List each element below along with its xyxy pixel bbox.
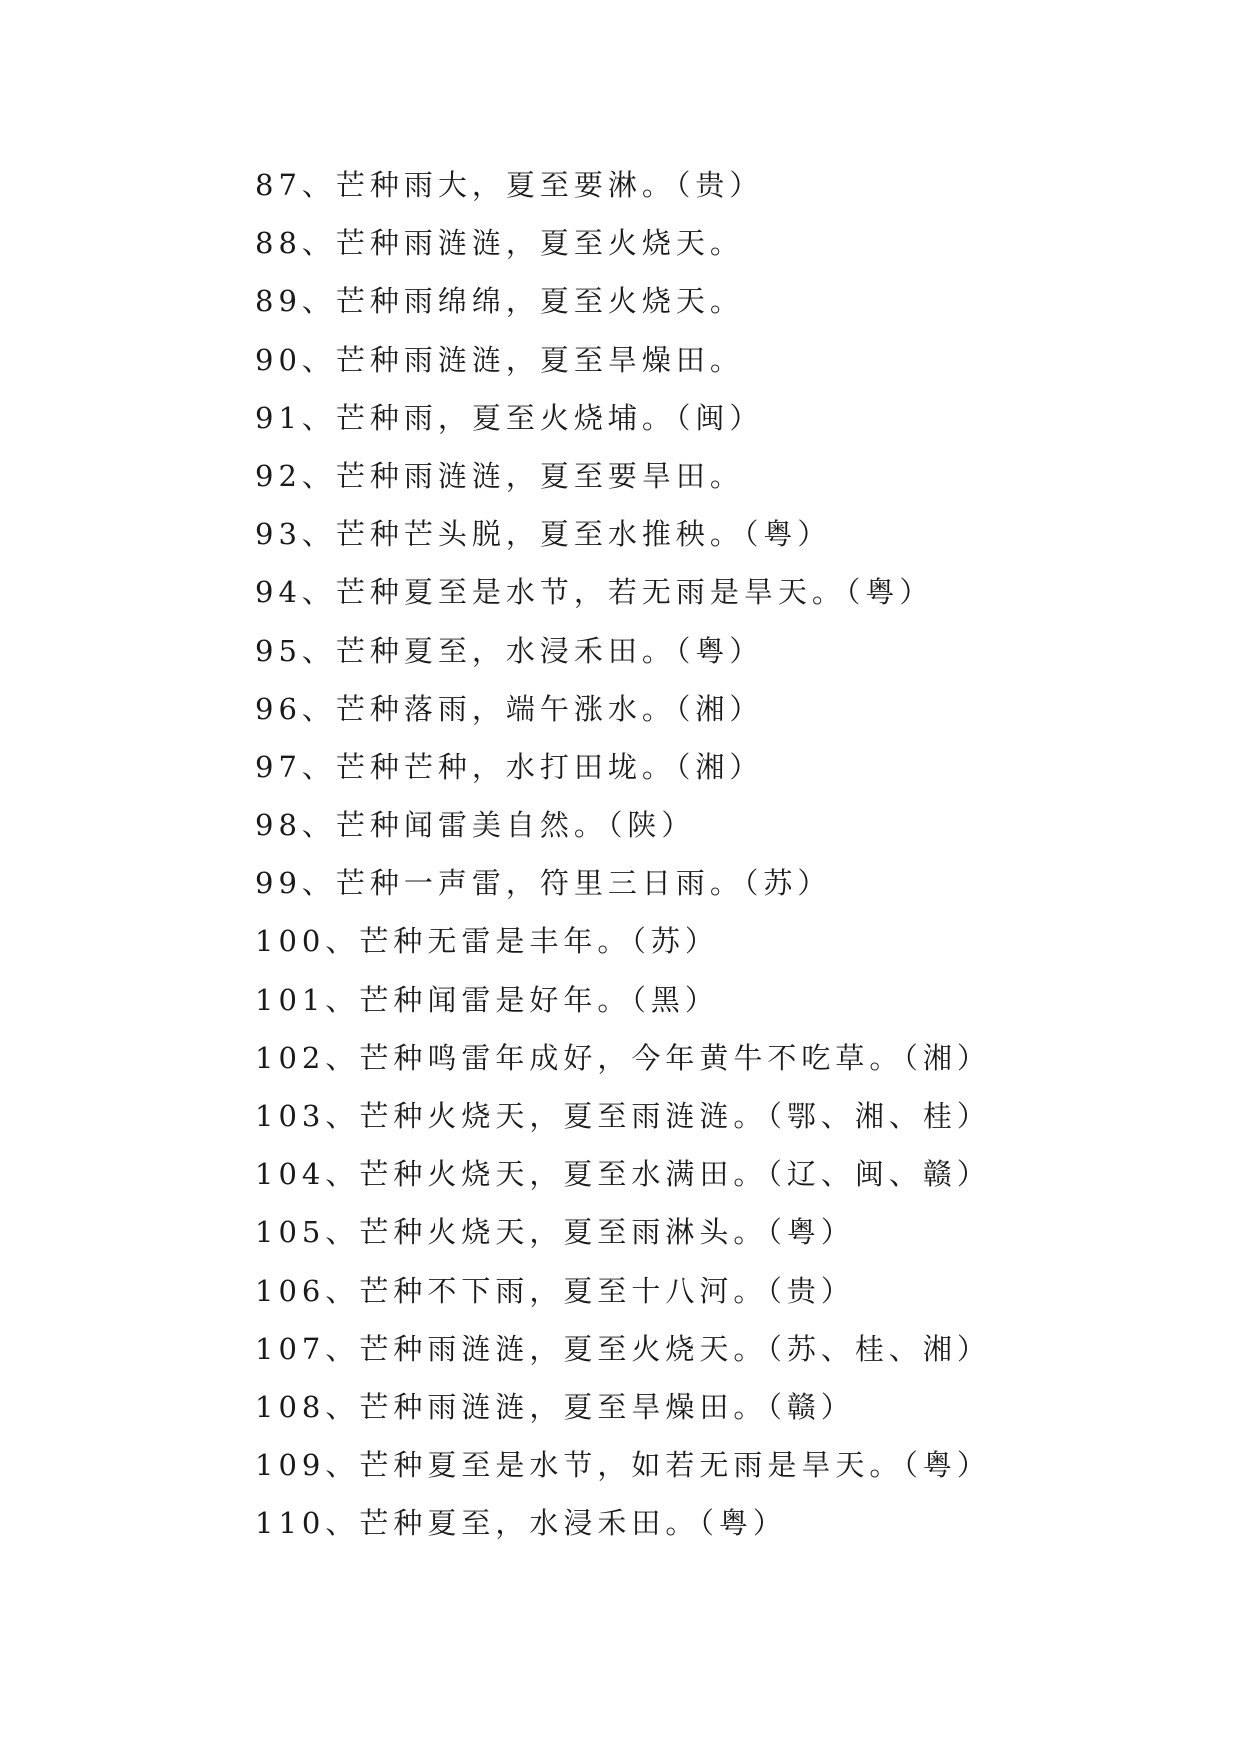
proverb-item: 106、芒种不下雨，夏至十八河。（贵） bbox=[255, 1273, 855, 1308]
proverb-item: 98、芒种闻雷美自然。（陕） bbox=[255, 808, 696, 843]
proverb-item: 108、芒种雨涟涟，夏至旱燥田。（赣） bbox=[255, 1389, 855, 1424]
proverb-item: 97、芒种芒种，水打田垅。（湘） bbox=[255, 749, 764, 784]
proverb-item: 93、芒种芒头脱，夏至水推秧。（粤） bbox=[255, 517, 832, 552]
proverb-item: 88、芒种雨涟涟，夏至火烧天。 bbox=[255, 226, 744, 261]
proverb-item: 100、芒种无雷是丰年。（苏） bbox=[255, 924, 719, 959]
proverb-item: 91、芒种雨，夏至火烧埔。（闽） bbox=[255, 400, 764, 435]
proverb-item: 89、芒种雨绵绵，夏至火烧天。 bbox=[255, 284, 744, 319]
proverb-item: 95、芒种夏至，水浸禾田。（粤） bbox=[255, 633, 764, 668]
proverb-item: 92、芒种雨涟涟，夏至要旱田。 bbox=[255, 458, 744, 493]
proverb-item: 101、芒种闻雷是好年。（黑） bbox=[255, 982, 719, 1017]
proverb-item: 96、芒种落雨，端午涨水。（湘） bbox=[255, 691, 764, 726]
proverb-item: 90、芒种雨涟涟，夏至旱燥田。 bbox=[255, 342, 744, 377]
proverb-list bbox=[255, 156, 1155, 1553]
proverb-item: 107、芒种雨涟涟，夏至火烧天。（苏、桂、湘） bbox=[255, 1331, 991, 1366]
proverb-item: 110、芒种夏至，水浸禾田。（粤） bbox=[255, 1506, 787, 1541]
proverb-item: 99、芒种一声雷，符里三日雨。（苏） bbox=[255, 866, 832, 901]
proverb-item: 105、芒种火烧天，夏至雨淋头。（粤） bbox=[255, 1215, 855, 1250]
proverb-item: 94、芒种夏至是水节，若无雨是旱天。（粤） bbox=[255, 575, 934, 610]
proverb-item: 109、芒种夏至是水节，如若无雨是旱天。（粤） bbox=[255, 1448, 991, 1483]
proverb-item: 103、芒种火烧天，夏至雨涟涟。（鄂、湘、桂） bbox=[255, 1099, 991, 1133]
proverb-item: 87、芒种雨大，夏至要淋。（贵） bbox=[255, 168, 764, 202]
proverb-item: 104、芒种火烧天，夏至水满田。（辽、闽、赣） bbox=[255, 1157, 991, 1192]
proverb-item: 102、芒种鸣雷年成好，今年黄牛不吃草。（湘） bbox=[255, 1040, 991, 1075]
